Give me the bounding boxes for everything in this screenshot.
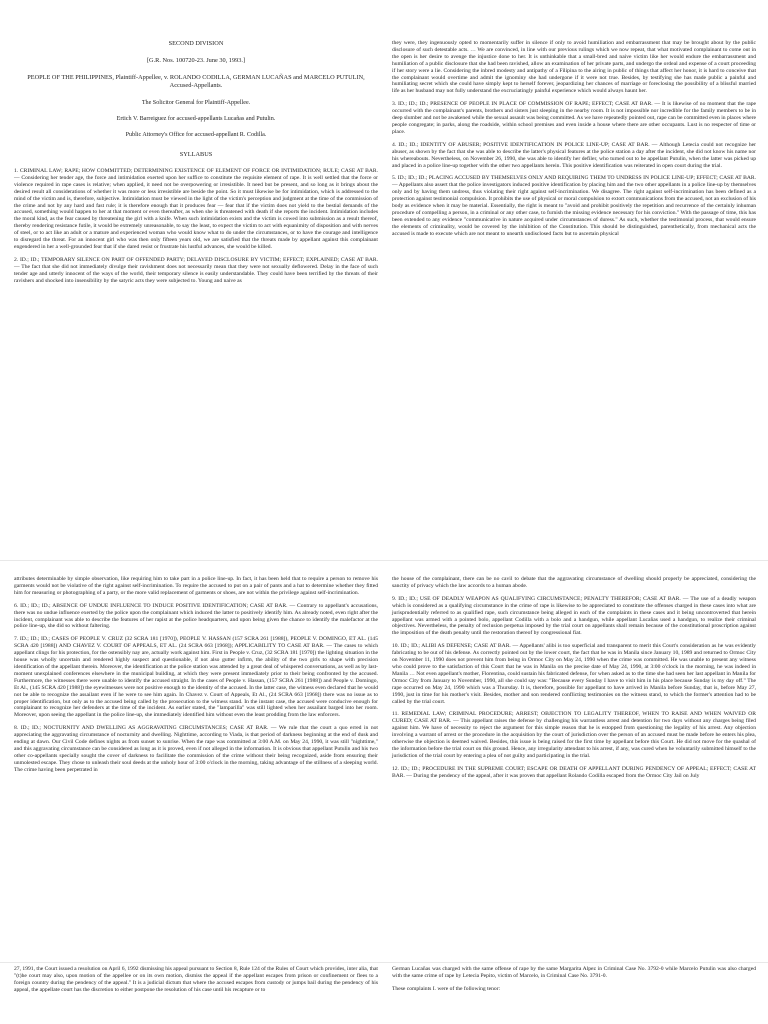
paragraph (392, 142, 756, 170)
paragraph (392, 596, 756, 637)
paragraph (392, 40, 756, 95)
paragraph (392, 966, 756, 980)
paragraph (392, 175, 756, 237)
paragraph-heading: 3. ID.; ID.; ID.; PRESENCE OF PEOPLE IN PLACE OF COMMISSION OF RAPE; EFFECT; CASE AT BAR. (392, 101, 653, 108)
paragraph-heading: 11. REMEDIAL LAW; CRIMINAL PROCEDURE; ARREST; OBJECTION TO LEGALITY THEREOF, WHEN TO RAISE AND WHEN WAIVED OR CURED; CASE AT BAR. (392, 711, 756, 725)
paragraph-body: — The fact that she did not immediately divulge their ravishment does not necessarily mean that they were not sexually deflowered. Delay in the face of such tender age and utterly innocent of the ways of the world, their temporary silence is easily understandable. They could have been terrified by the threats of their ravishers and shocked into insensibility by the satyric acts they were subjected to. Young and naive as (14, 263, 378, 284)
paragraph-body: 27, 1991, the Court issued a resolution on April 6, 1992 dismissing his appeal pursuant to Section 8, Rule 124 of the Rules of Court which provides, inter alia, that "(t)he court may also, upon motion of the appellee or on its own motion, dismiss the appeal if the appellant escapes from prison or confinement or flees to a foreign country during the pendency of the appeal." It is a judicial dictum that where the accused escapes from custody or jumps bail during the pendency of his appeal, the appellate court has the discretion to either postpone the resolution of his case until his recapture or to (14, 966, 378, 993)
page-3-left-column (14, 966, 378, 1000)
page-1-left-column (14, 40, 378, 291)
paragraph (392, 576, 756, 590)
page-2-left-column (14, 576, 378, 780)
page-divider (0, 560, 768, 561)
paragraph (14, 257, 378, 285)
page-3-right-column (392, 966, 756, 999)
paragraph (392, 101, 756, 136)
document-page-2 (0, 564, 768, 964)
paragraph (392, 643, 756, 705)
paragraph-heading: 12. ID.; ID.; PROCEDURE IN THE SUPREME COURT; ESCAPE OR DEATH OF APPELLANT DURING PENDENCY OF APPEAL; EFFECT; CASE AT BAR. (392, 765, 756, 779)
paragraph-body: they were, they ingenuously opted to momentarily suffer in silence if only to avoid humiliation and embarrassment that may be brought about by the public disclosure of such detestable acts. … We are convinced, in line with our previous rulings which we now repeat, that what motivated complainant to come out in the open is her desire to avenge the injustice done to her. It is unthinkable that a small-bred and naive victim like her would endure the embarrassment and humiliation of a public disclosure that she had been ravished, allow an examination of her private parts, and undergo the ordeal and expense of a court proceeding if her story were a lie. Considering the inbred modesty and antipathy of a Filipina to the airing in public of things that affect her honor, it is hard to conceive that the complainant would overtime and admit the ignominy she had undergone if it were not true. Besides, by testifying she has made public a painful and humiliating secret which she could have simply kept to herself forever, jeopardizing her chances of marriage or foreclosing the possibility of a blissful married life as her husband may not fully understand the excruciatingly painful experience which would always haunt her. (392, 40, 756, 95)
division-heading: SECOND DIVISION (168, 40, 224, 47)
paragraph-body: — Although Letecia could not recognize her abuser, as shown by the fact that she was able to describe the latter's physical features at the police station a day after the incident, she did not know his name nor his whereabouts. Nevertheless, on November 26, 1990, she was able to identify her defiler, who turned out to be appellant Putulin, when the latter was picked up and placed in a police line-up together with the other two appellants herein. This positive identification was reiterated in open court during the trial. (392, 141, 756, 169)
paragraph-body: attributes determinable by simple observation, like requiring him to take part in a police line-up. In fact, it has been held that to require a person to remove his garments would not be violative of the right against self-incrimination. To require the accused to put on a pair of pants and a hat to determine whether they fitted him for measuring or photographing of a party, or the more valid replacement of garments or shoes, are not within the privilege against self-incrimination. (14, 576, 378, 596)
page-1-right-column (392, 40, 756, 244)
paragraph-body: German Lucañas was charged with the same offense of rape by the same Margarita Alpez in Criminal Case No. 3792-0 while Marcelo Putulin was also charged with the same crime of rape by Letecia Pepito, victim of Marcelo, in Criminal Case No. 3791-0. (392, 966, 756, 979)
page-2-right-column (392, 576, 756, 786)
paragraph-body: These complaints I. were of the following tenor: (392, 985, 501, 992)
paragraph-body: the house of the complainant, there can be no cavil to debate that the aggravating circumstance of dwelling should properly be appreciated, considering the sanctity of privacy which the law accords to a human abode. (392, 576, 756, 589)
page-2-right-paragraphs (392, 576, 756, 780)
case-parties: PEOPLE OF THE PHILIPPINES, Plaintiff-Appellee, v. ROLANDO CODILLA, GERMAN LUCAÑAS and MARCELO PUTULIN, Accused-Appellants. (27, 74, 365, 89)
paragraph (392, 766, 756, 780)
paragraph-heading: 7. ID.; ID.; ID.; CASES OF PEOPLE V. CRUZ (32 SCRA 181 [1970]), PEOPLE V. HASSAN (157 SCRA 261 [1988]), PEOPLE V. DOMINGO, ET AL. (145 SCRA 420 [1988]) AND CHAVEZ V. COURT OF APPEALS, ET AL. (24 SCRA 663 [1968]); APPLICABILITY TO CASE AT BAR. (14, 636, 378, 650)
page-3-left-paragraphs (14, 966, 378, 994)
paragraph (14, 636, 378, 719)
paragraph-body: — Appellants also assert that the police investigators induced positive identification by placing him and the two other appellants in a police line-up by themselves only and by having them undress, thus violating their right against self-incrimination. We disagree. The right against self-incrimination has been defined as a protection against testimonial compulsion. It prohibits the use of physical or moral compulsion to extort communications from the accused, not an exclusion of his body as evidence when it may be material. Essentially, the right is meant to "avoid and prohibit positively the repetition and recurrence of the certainly inhuman procedure of compelling a person, in a criminal or any other case, to furnish the missing evidence necessary for his conviction." With the passage of time, this has been extended to any evidence "communicative in nature acquired under circumstances of duress." As such, whether the testimonial process, that would ensure the elements of criminality, would be covered by the inhibition of the Constitution. This should be distinguished, parenthetically, from mechanical acts the accused is made to execute which are not meant to unearth undisclosed facts but to ascertain physical (392, 182, 756, 237)
paragraph-heading: 6. ID.; ID.; ID.; ABSENCE OF UNDUE INFLUENCE TO INDUCE POSITIVE IDENTIFICATION; CASE AT BAR. (14, 602, 288, 609)
paragraph (14, 603, 378, 631)
paragraph (14, 966, 378, 994)
counsel-appellants: Ertich V. Barreiguez for accused-appellants Lucañas and Putulin. (116, 116, 276, 122)
paragraph-heading: 9. ID.; ID.; USE OF DEADLY WEAPON AS QUALIFYING CIRCUMSTANCE; PENALTY THEREFOR; CASE AT BAR. (392, 595, 681, 602)
paragraph-body: — Considering her tender age, the force and intimidation exerted upon her suffice to constitute the requisite element of rape. It is well settled that the force or violence required in rape cases is relative; when applied, it need not be overpowering or irresistible. It need but be present, and so long as it brings about the desired result all considerations of whether it was more or less irresistible are beside the point. So it must likewise be for intimidation, which is addressed to the mind of the victim and is, therefore, subjective. Intimidation must be viewed in the light of the victim's perception and judgment at the time of the commission of the crime and not by any hard and fast rule; it is therefore enough that it produces fear — fear that if the victim does not yield to the bestial demands of the accused, something would happen to her at that moment or even thereafter, as when she is threatened with death if she reports the incident. Intimidation includes the moral kind, as the fear caused by threatening the girl with a knife. When such intimidation exists and the victim is cowed into submission as a result thereof, thereby rendering resistance futile, it would be extremely unreasonable, to say the least, to expect the victim to act with equanimity of disposition and with nerves of steel, or to act like an adult or a mature and experienced woman who would know what to do under the circumstances, or to have the courage and intelligence to disregard the threat. For an innocent girl who was then only fifteen years old, we are satisfied that the threats made by appellant against this complainant engendered in her a well-grounded fear that if she dared resist or frustrate his lustful advances, she would be killed. (14, 174, 378, 250)
paragraph (14, 168, 378, 251)
page-2-left-paragraphs (14, 576, 378, 774)
paragraph (14, 576, 378, 597)
counsel-appellee: The Solicitor General for Plaintiff-Appellee. (141, 100, 251, 106)
page-1-left-paragraphs (14, 168, 378, 285)
paragraph-heading: 5. ID.; ID.; ID.; PLACING ACCUSED BY THEMSELVES ONLY AND REQUIRING THEM TO UNDRESS IN POLICE LINE-UP; EFFECT; CASE AT BAR. (392, 175, 756, 182)
paragraph-heading: 8. ID.; ID.; NOCTURNITY AND DWELLING AS AGGRAVATING CIRCUMSTANCES; CASE AT BAR. (14, 725, 269, 732)
paragraph-body: — The use of a deadly weapon which is considered as a qualifying circumstance in the crime of rape is likewise to be appreciated to constitute the offenses charged in these cases into what are jurisprudentially referred to as qualified rape, such circumstance being alleged in each of the complaints in these cases and it being uncontroverted that herein appellant was armed with a pointed bolo, appellant Codilla with a bolo and a handgun, while appellant Lucañas used a handgun, to realize their criminal objectives. Nevertheless, the penalty of reclusion perpetua imposed by the trial court on appellants shall remain because of the constitutional proscription against the imposition of the death penalty until the restoration thereof by congressional fiat. (392, 595, 756, 637)
paragraph (392, 711, 756, 759)
syllabus-title: SYLLABUS (179, 151, 213, 158)
page-1-right-paragraphs (392, 40, 756, 238)
paragraph-body: — During the pendency of the appeal, after it was proven that appellant Rolando Codilla escaped from the Ormoc City Jail on July (404, 772, 700, 779)
paragraph-heading: 2. ID.; ID.; TEMPORARY SILENCE ON PART OF OFFENDED PARTY; DELAYED DISCLOSURE BY VICTIM; EFFECT; EXPLAINED; CASE AT BAR. (14, 256, 378, 263)
page-divider (0, 962, 768, 963)
paragraph-body: — We rule that the court a quo erred in not appreciating the aggravating circumstance of nocturnity and dwelling. Nighttime, according to Viada, is that period of darkness beginning at the end of dusk and ending at dawn. Our Civil Code defines nights as from sunset to sunrise. When the rape was committed at 3:00 A.M. on May 24, 1990, it was still "nighttime," and this aggravating circumstance can be considered as long as it is proved, even if not alleged in the information. It is obvious that appellant Putulin and his two other co-appellants specially sought the cover of darkness to facilitate the commission of the crime without their being recognized, aside from ensuring their unmolested escape. They chose to unleash their soul deeds at the unholy hour of 3:00 o'clock in the morning, taking advantage of the stillness of a sleeping world. The crime having been perpetrated in (14, 725, 378, 773)
paragraph (14, 725, 378, 773)
paragraph-body: — Contrary to appellant's accusations, there was no undue influence exerted by the police upon the complainant which induced the latter to positively identify him. As already noted, even right after the incident, complainant was able to describe the features of her rapist at the police headquarters, and upon being given the chance to identify the malefactor at the police line-up, she did so without faltering. (14, 602, 378, 630)
paragraph-body: — This appellant raises the defense by challenging his warrantless arrest and detention for two days without any charges being filed against him. We have of necessity to reject the argument for this simple reason that he is estopped from questioning the legality of his arrest. Any objection involving a warrant of arrest or the procedure in the acquisition by the court of jurisdiction over the person of an accused must be made before he enters his plea, otherwise the objection is deemed waived. Besides, this issue is being raised for the first time by appellant before this Court. He did not move for the quashal of the information before the trial court on this ground. Hence, any irregularity attendant to his arrest, if any, was cured when he voluntarily submitted himself to the jurisdiction of the trial court by entering a plea of not guilty and participating in the trial. (392, 718, 756, 759)
paragraph-body: — The cases to which appellant clings for his protection, for the ostensibly nay are, actually work against him. First in People v. Cruz, (32 SCRA 181 [1970]) the lighting situation in the house was wholly uncertain and rendered highly suspect and questionable, if not also gutter infirm, the ability of the two girls to shape with precision identification of the appellant therein. Moreover, the identification at the police station was attended by a great deal of whispered conversations, as well as by last-moment unexplained conferences elsewhere in the municipal building, at which they were present immediately prior to their being confronted by the accused. Furthermore, the witnesses there were unable to identify the accused straight. In the cases of People v. Hassan, (157 SCRA 261 [1988]) and People v. Domingo, Et Al., (145 SCRA 420 [1988]) the eyewitnesses were not positive enough to the identity of the accused. In the latter case, the witness even declared that he would not be able to recognize the assailant even if he were to see him again. In Chavez v. Court of Appeals, Et Al., (24 SCRA 663 [1968]) there was no issue as to proper identification, but only as to the accused being called by the prosecution to the witness stand. In the instant case, the accused were conducive enough for complainant to recognize her defenders at the time of the incident. As earlier stated, the "lamparilla" was still lighted when her assailant barged into her room. Moreover, upon seeing the appellant in the police line-up, she immediately identified him without even the least prodding from the law enforcers. (14, 643, 378, 719)
paragraph-body: — Appellants' alibi is too superficial and transparent to merit this Court's consideration as he was evidently fabricating to be out of his defense. As correctly pointed out by the lower court, the fact that he was in Manila since January 10, 1989 and returned to Ormoc City on November 11, 1990 does not prevent him from being in Ormoc City on May 24, 1990 when the crime was committed. He was unable to present any witness who could prove to the satisfaction of this Court that he was in Manila on the precise date of May 24, 1990, at 3:00 o'clock in the morning, he was indeed in Manila … Not even appellant's mother, Florentina, could sustain his fabricated defense, for when asked as to the time she had seen her last appellant in Manila for Ormoc City from January to November, 1990, all she could say was: "Because every Sunday I have to visit him in his place because Sunday is my day off." The rape occurred on May 24, 1990 which was a Thursday. It is, therefore, possible for appellant to have arrived in Manila before Sunday, that is, before May 27, 1990, just in time for his mother's visit. Besides, mother and son rendered conflicting testimonies on the witness stand, to which the former's attention had to be called by the trial court. (392, 643, 756, 705)
paragraph-body: — It is likewise of no moment that the rape occurred with the complainant's parents, brothers and sisters just sleeping in the nearby room. It is not impossible nor incredible for the family members to be in deep slumber and not be awakened while the sexual assault was being committed. As we have repeatedly pointed out, rape can be committed even in places where people congregate; in parks, along the roadside, within school premises and even inside a house where there are other occupants. Lust is no respecter of time or place. (392, 101, 756, 135)
document-page-3 (0, 966, 768, 1024)
paragraph-heading: 4. ID.; ID.; IDENTITY OF ABUSER; POSITIVE IDENTIFICATION IN POLICE LINE-UP; CASE AT BAR. (392, 141, 650, 148)
page-3-right-paragraphs (392, 966, 756, 993)
paragraph (392, 986, 756, 993)
paragraph-heading: 1. CRIMINAL LAW; RAPE; HOW COMMITTED; DETERMINING EXISTENCE OF ELEMENT OF FORCE OR INTIMIDATION; RULE; CASE AT BAR. (14, 168, 378, 174)
gr-number: [G.R. Nos. 100720-23. June 30, 1993.] (146, 57, 246, 64)
counsel-codilla: Public Attorney's Office for accused-appellant R. Codilla. (125, 132, 267, 138)
paragraph-heading: 10. ID.; ID.; ALIBI AS DEFENSE; CASE AT BAR. (392, 643, 511, 650)
